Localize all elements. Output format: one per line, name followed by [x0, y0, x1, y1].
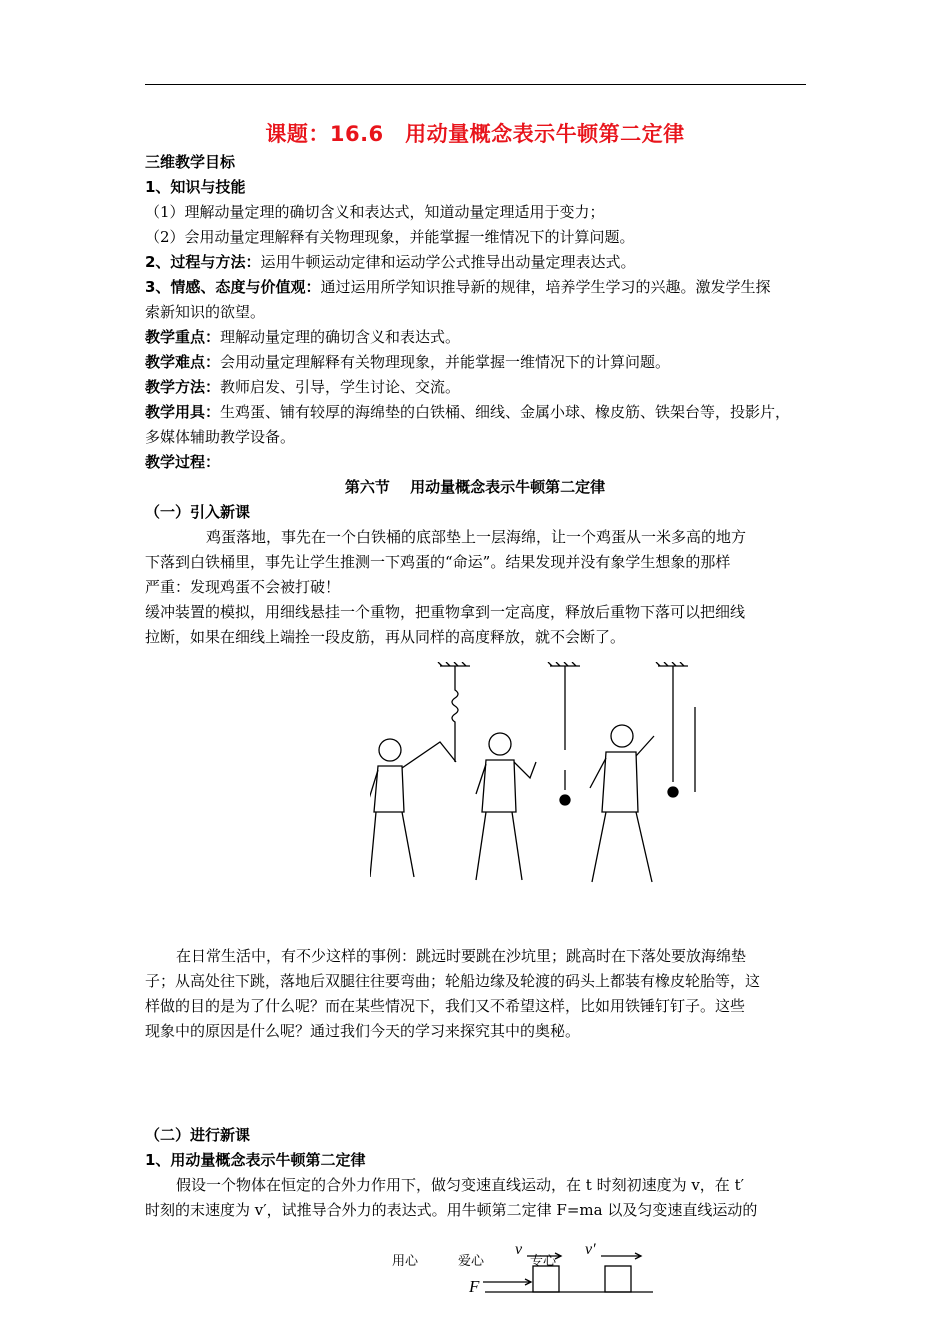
method-label: 教学方法： [145, 378, 221, 396]
key-label: 教学重点： [145, 328, 221, 346]
process-line [145, 252, 635, 272]
tools-label: 教学用具： [145, 403, 221, 421]
intro-paragraph-line-3: 严重：发现鸡蛋不会被打破！ [145, 578, 341, 596]
emotion-line-2: 索新知识的欲望。 [145, 303, 266, 321]
sub1-heading: 1、用动量概念表示牛顿第二定律 [145, 1151, 366, 1169]
difficulty-text: 会用动量定理解释有关物理现象，并能掌握一维情况下的计算问题。 [220, 353, 671, 371]
tools-line-2: 多媒体辅助教学设备。 [145, 428, 296, 446]
intro-paragraph-line-2: 下落到白铁桶里，事先让学生推测一下鸡蛋的“命运”。结果发现并没有象学生想象的那样 [145, 553, 731, 571]
daily-paragraph-line-1: 在日常生活中，有不少这样的事例：跳远时要跳在沙坑里；跳高时在下落处要放海绵垫 [176, 947, 747, 965]
section-title: 第六节 用动量概念表示牛顿第二定律 [344, 478, 606, 496]
derive-line-1: 假设一个物体在恒定的合外力作用下，做匀变速直线运动，在 t 时刻初速度为 v，在 t′ [176, 1176, 745, 1194]
footer-text-1: 用心 [392, 1254, 419, 1269]
intro-paragraph-line-4: 缓冲装置的模拟，用细线悬挂一个重物，把重物拿到一定高度，释放后重物下落可以把细线 [145, 603, 746, 621]
derive-line-2: 时刻的末速度为 v′，试推导合外力的表达式。用牛顿第二定律 F=ma 以及匀变速直线运动的 [145, 1201, 758, 1219]
difficulty-label: 教学难点： [145, 353, 221, 371]
daily-paragraph-line-4: 现象中的原因是什么呢？通过我们今天的学习来探究其中的奥秘。 [145, 1022, 581, 1040]
force-block-diagram [465, 1236, 655, 1296]
daily-paragraph-line-2: 子；从高处往下跳，落地后双腿往往要弯曲；轮船边缘及轮渡的码头上都装有橡皮轮胎等，这 [145, 972, 761, 990]
part2-heading: （二）进行新课 [145, 1126, 251, 1144]
intro-paragraph-line-5: 拉断，如果在细线上端拴一段皮筋，再从同样的高度释放，就不会断了。 [145, 628, 626, 646]
footer-text-2: 爱心 [458, 1254, 485, 1269]
boys-pendulum-illustration [370, 662, 700, 888]
process-course-label: 教学过程： [145, 453, 221, 471]
method-text: 教师启发、引导，学生讨论、交流。 [220, 378, 461, 396]
tools-line [145, 402, 790, 422]
emotion-text: 通过运用所学知识推导新的规律，培养学生学习的兴趣。激发学生探 [320, 278, 771, 296]
emotion-line [145, 277, 770, 297]
part1-heading: （一）引入新课 [145, 503, 251, 521]
process-label: 2、过程与方法： [145, 253, 261, 271]
diagram-f-label: F [469, 1277, 480, 1296]
emotion-label: 3、情感、态度与价值观： [145, 278, 321, 296]
difficulty-line [145, 352, 670, 372]
process-text: 运用牛顿运动定律和运动学公式推导出动量定理表达式。 [260, 253, 636, 271]
intro-paragraph-line-1: 鸡蛋落地，事先在一个白铁桶的底部垫上一层海绵，让一个鸡蛋从一米多高的地方 [206, 528, 747, 546]
header-rule [145, 84, 806, 85]
knowledge-item-1: （1）理解动量定理的确切含义和表达式，知道动量定理适用于变力； [145, 203, 605, 221]
tools-text: 生鸡蛋、铺有较厚的海绵垫的白铁桶、细线、金属小球、橡皮筋、铁架台等，投影片， [220, 403, 791, 421]
daily-paragraph-line-3: 样做的目的是为了什么呢？而在某些情况下，我们又不希望这样，比如用铁锤钉钉子。这些 [145, 997, 746, 1015]
method-line [145, 377, 460, 397]
key-text: 理解动量定理的确切含义和表达式。 [220, 328, 461, 346]
diagram-v-prime-label: v′ [585, 1241, 596, 1258]
page-title: 课题：16.6 用动量概念表示牛顿第二定律 [265, 122, 685, 146]
diagram-v-label: v [515, 1241, 523, 1258]
goals-heading: 三维教学目标 [145, 153, 236, 171]
key-line [145, 327, 460, 347]
knowledge-heading: 1、知识与技能 [145, 178, 246, 196]
knowledge-item-2: （2）会用动量定理解释有关物理现象，并能掌握一维情况下的计算问题。 [145, 228, 635, 246]
footer-text-3: 专心 [530, 1254, 557, 1269]
